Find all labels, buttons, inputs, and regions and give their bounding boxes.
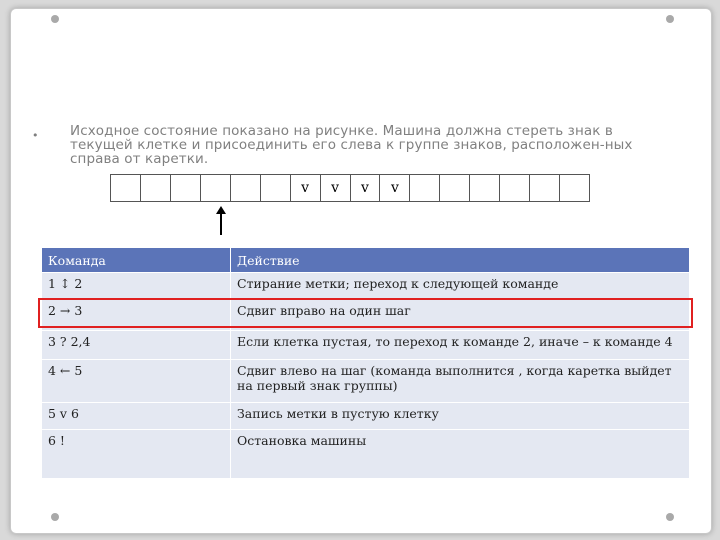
- tape-cell: v: [321, 175, 351, 201]
- tape-cell: [470, 175, 500, 201]
- corner-dot-top-right: [666, 15, 674, 23]
- corner-dot-top-left: [51, 15, 59, 23]
- tape-cell: [231, 175, 261, 201]
- caret-arrow-icon: [214, 206, 228, 236]
- command-cell: 2 → 3: [42, 300, 231, 331]
- command-table: [41, 247, 690, 479]
- command-cell: 4 ← 5: [42, 360, 231, 403]
- action-cell: Остановка машины: [231, 430, 690, 479]
- tape-cell: v: [291, 175, 321, 201]
- corner-dot-bottom-left: [51, 513, 59, 521]
- tape-cell: v: [351, 175, 381, 201]
- action-cell: Стирание метки; переход к следующей команде: [231, 273, 690, 300]
- command-cell: 6 !: [42, 430, 231, 479]
- table-row: [42, 273, 690, 300]
- machine-tape: [110, 174, 590, 202]
- highlighted-row-frame: [38, 298, 693, 328]
- table-row: [42, 331, 690, 360]
- tape-cell: v: [380, 175, 410, 201]
- table-row: [42, 430, 690, 479]
- bullet-marker: •: [32, 129, 39, 142]
- table-header-row: [42, 248, 690, 273]
- table-row: [42, 403, 690, 430]
- command-cell: 5 v 6: [42, 403, 231, 430]
- tape-cell: [560, 175, 589, 201]
- command-cell: 1 ↕ 2: [42, 273, 231, 300]
- task-description: Исходное состояние показано на рисунке. Машина должна стереть знак в текущей клетке и присоединить его слева к группе знаков, расположен-ных справа от каретки.: [70, 123, 633, 167]
- action-cell: Сдвиг вправо на один шаг: [231, 300, 690, 331]
- tape-cell: [261, 175, 291, 201]
- tape-cell: [141, 175, 171, 201]
- action-cell: Запись метки в пустую клетку: [231, 403, 690, 430]
- command-cell: 3 ? 2,4: [42, 331, 231, 360]
- tape-cell: [410, 175, 440, 201]
- corner-dot-bottom-right: [666, 513, 674, 521]
- tape-cell: [440, 175, 470, 201]
- tape-cell: [500, 175, 530, 201]
- action-cell: Если клетка пустая, то переход к команде 2, иначе – к команде 4: [231, 331, 690, 360]
- tape-cell: [171, 175, 201, 201]
- tape-cell: [530, 175, 560, 201]
- action-cell: Сдвиг влево на шаг (команда выполнится , когда каретка выйдет на первый знак группы): [231, 360, 690, 403]
- header-command: Команда: [42, 248, 231, 273]
- header-action: Действие: [231, 248, 690, 273]
- tape-cell: [201, 175, 231, 201]
- table-row: [42, 360, 690, 403]
- tape-cell: [111, 175, 141, 201]
